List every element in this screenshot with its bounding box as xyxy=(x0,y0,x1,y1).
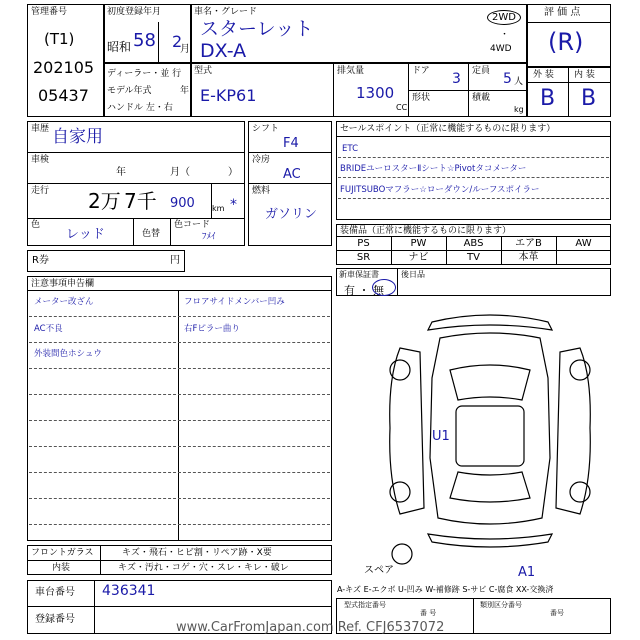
interior-label: 内装 xyxy=(52,563,71,573)
front-glass-text: キズ・飛石・ヒビ割・リペア跡・X要 xyxy=(122,548,272,558)
interior-text: キズ・汚れ・コゲ・穴・スレ・キレ・破レ xyxy=(118,563,289,573)
mgmt-label: 管理番号 xyxy=(31,7,68,17)
sales-label: セールスポイント（正常に機能するものに限ります） xyxy=(340,124,556,134)
mileage-star: * xyxy=(230,197,237,213)
right-rear-wheel xyxy=(570,482,590,502)
load-unit: kg xyxy=(514,105,524,114)
equipment-label: 装備品（正常に機能するものに限ります） xyxy=(340,226,512,236)
rear-glass xyxy=(450,472,530,502)
reg-year: 58 xyxy=(133,30,156,51)
roof xyxy=(456,406,524,466)
divider xyxy=(27,290,332,291)
drive-4wd: 4WD xyxy=(490,44,512,54)
reg-month: 2 xyxy=(172,32,183,51)
damage-a1: A1 xyxy=(518,565,536,580)
capacity-label: 定員 xyxy=(472,66,491,76)
divider xyxy=(27,152,245,153)
color-code-value: ﾌﾒｲ xyxy=(202,232,216,242)
mileage-man: 2万 xyxy=(88,189,121,213)
note-4: 右Fピラー曲り xyxy=(184,324,240,334)
equip-tv: TV xyxy=(467,252,480,263)
left-rear-wheel xyxy=(390,482,410,502)
damage-u1: U1 xyxy=(432,429,450,444)
car-number-label: 車台番号 xyxy=(35,587,75,598)
divider xyxy=(568,66,569,117)
divider xyxy=(94,580,95,634)
shape-label: 形状 xyxy=(412,93,431,103)
mgmt-line1: (T1) xyxy=(44,30,75,48)
divider xyxy=(526,4,528,117)
rear-bumper xyxy=(428,534,552,547)
recycle-frame xyxy=(27,250,185,272)
reg-label: 初度登録年月 xyxy=(107,7,162,17)
reg-era: 昭和 xyxy=(107,40,132,54)
car-name: スターレット xyxy=(200,18,314,40)
engine-unit: CC xyxy=(396,103,408,112)
recycle-label: R券 xyxy=(32,255,49,266)
divider xyxy=(336,136,611,137)
divider xyxy=(103,4,105,117)
divider xyxy=(170,218,171,246)
inspection-label: 車検 xyxy=(31,155,50,165)
spare-label: スペア xyxy=(364,565,394,576)
fuel-label: 燃料 xyxy=(252,186,271,196)
spare-tire xyxy=(392,544,412,564)
inspection-month: 月（ xyxy=(170,167,190,178)
car-label: 車名・グレード xyxy=(194,7,258,17)
warranty-circle xyxy=(372,279,396,296)
form-right2: 番号 xyxy=(550,609,564,617)
doors-value: 3 xyxy=(452,71,461,87)
aircon-value: AC xyxy=(283,167,301,182)
capacity-value: 5 xyxy=(503,71,512,87)
equip-sr: SR xyxy=(356,252,371,263)
dash-line xyxy=(29,524,330,525)
divider xyxy=(473,598,474,634)
mileage-unit: km xyxy=(212,204,225,213)
dash-line xyxy=(338,198,609,199)
warranty-label: 新車保証書 xyxy=(339,270,379,279)
divider xyxy=(27,606,332,607)
dash-line xyxy=(29,316,330,317)
doors-label: ドア xyxy=(412,66,430,76)
rating-label: 評 価 点 xyxy=(544,7,581,18)
note-2: フロアサイドメンバー凹み xyxy=(184,297,285,307)
reg-number-label: 登録番号 xyxy=(35,614,75,625)
dash-line xyxy=(338,157,609,158)
front-bumper xyxy=(428,315,552,330)
mileage-sen: 7千 xyxy=(124,189,157,213)
drive-dot: ・ xyxy=(500,30,510,40)
recycle-unit: 円 xyxy=(170,255,180,266)
dash-line xyxy=(29,368,330,369)
dash-line xyxy=(29,472,330,473)
usage-value: 自家用 xyxy=(52,127,103,147)
mileage-label: 走行 xyxy=(31,186,50,196)
divider xyxy=(248,183,332,184)
note-1: メーター改ざん xyxy=(34,297,94,307)
divider xyxy=(178,290,179,541)
divider xyxy=(100,545,101,575)
model-year-unit: 年 xyxy=(180,86,190,96)
divider xyxy=(133,218,134,246)
fuel-value: ガソリン xyxy=(265,207,318,222)
mileage-rest: 900 xyxy=(170,196,195,211)
divider xyxy=(27,183,245,184)
sales-point-2: BRIDEユーロスターⅡシート☆Pivotタコメーター xyxy=(340,164,527,174)
dealer-label: ディーラー・並 行 xyxy=(107,69,182,79)
equip-ps: PS xyxy=(357,238,370,249)
equip-abs: ABS xyxy=(463,238,484,249)
car-number-value: 436341 xyxy=(102,583,156,599)
drive-2wd: 2WD xyxy=(487,10,521,25)
shift-label: シフト xyxy=(252,124,280,134)
engine-label: 排気量 xyxy=(337,66,365,76)
divider xyxy=(27,218,245,219)
form-left: 型式指定番号 xyxy=(344,601,386,609)
sales-point-3: FUJITSUBOマフラー☆ローダウン/ルーフスポイラー xyxy=(340,185,540,195)
handle-label: ハンドル 左・右 xyxy=(107,103,173,113)
dash-line xyxy=(29,342,330,343)
form-left2: 番 号 xyxy=(420,609,437,617)
divider xyxy=(248,152,332,153)
dash-line xyxy=(338,177,609,178)
katashiki-label: 型式 xyxy=(194,66,213,76)
capacity-unit: 人 xyxy=(514,77,524,87)
usage-label: 車歴 xyxy=(31,124,50,134)
load-label: 積載 xyxy=(472,93,491,103)
model-year-label: モデル年式 xyxy=(107,86,152,96)
engine-value: 1300 xyxy=(356,84,395,102)
legend: A-キズ E-エクボ U-凹み W-補修跡 S-サビ C-腐食 XX-交換済 xyxy=(337,585,554,594)
reg-month-unit: 月 xyxy=(180,44,190,55)
divider xyxy=(408,90,526,91)
color-change-label: 色替 xyxy=(142,229,161,239)
dash-line xyxy=(29,394,330,395)
color-value: レッド xyxy=(66,227,105,242)
equip-pw: PW xyxy=(410,238,427,249)
divider xyxy=(336,236,611,237)
divider xyxy=(27,560,332,561)
front-glass-label: フロントガラス xyxy=(31,548,94,558)
divider xyxy=(397,268,398,296)
notes-label: 注意事項申告欄 xyxy=(31,279,95,289)
divider xyxy=(158,22,159,62)
divider xyxy=(336,250,611,251)
divider xyxy=(190,4,192,117)
mgmt-line3: 05437 xyxy=(38,86,89,105)
dash-line xyxy=(29,446,330,447)
color-code-label: 色コード xyxy=(174,220,211,230)
form-right: 類別区分番号 xyxy=(480,601,522,609)
dash-line xyxy=(29,498,330,499)
divider xyxy=(526,22,611,23)
equip-airbag: エアB xyxy=(515,238,542,249)
ext-value: B xyxy=(540,86,556,111)
car-diagram xyxy=(380,308,600,578)
equip-navi: ナビ xyxy=(408,252,429,263)
inspection-year: 年 xyxy=(116,167,126,178)
car-grade: DX-A xyxy=(200,40,247,62)
aircon-label: 冷房 xyxy=(252,155,271,165)
equip-aw: AW xyxy=(575,238,592,249)
right-side xyxy=(556,348,590,514)
katashiki-value: E-KP61 xyxy=(200,86,257,105)
top-frame xyxy=(27,4,611,117)
windshield xyxy=(450,365,530,400)
divider xyxy=(333,62,334,117)
note-3: AC不良 xyxy=(34,324,63,334)
equip-leather: 本革 xyxy=(518,252,539,263)
divider xyxy=(103,62,526,64)
int-value: B xyxy=(581,86,597,111)
mgmt-line2: 202105 xyxy=(33,58,95,77)
note-5: 外装間色ホシュウ xyxy=(34,349,102,359)
watermark: www.CarFromJapan.com Ref. CFJ6537072 xyxy=(176,620,445,635)
color-label: 色 xyxy=(31,220,41,230)
left-side xyxy=(390,348,424,514)
later-label: 後日品 xyxy=(401,270,425,279)
ext-label: 外 装 xyxy=(533,70,554,80)
warranty-value: 有 ・ 無 xyxy=(344,284,384,297)
inspection-close: ） xyxy=(228,167,238,178)
sales-point-1: ETC xyxy=(342,144,358,154)
rating-value: (R) xyxy=(548,28,584,56)
shift-value: F4 xyxy=(283,136,299,151)
int-label: 内 装 xyxy=(574,70,595,80)
dash-line xyxy=(29,420,330,421)
